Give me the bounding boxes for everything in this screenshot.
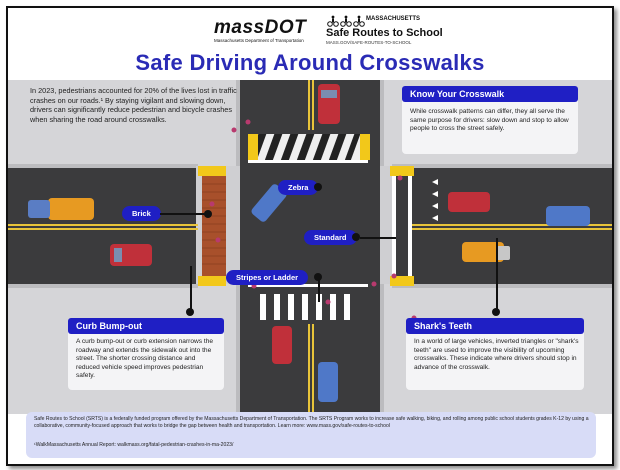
sharks-teeth-text: In a world of large vehicles, inverted triangles or "shark's teeth" are used to improve the visibility of upcoming crosswalks. These indicate where drivers should stop in advance of the crosswalk. — [414, 338, 579, 371]
sharks-teeth-title: Shark's Teeth — [406, 318, 584, 334]
infographic-frame — [6, 6, 614, 466]
footer-citation: ¹WalkMassachusetts Annual Report: walkmass.org/fatal-pedestrian-crashes-in-ma-2023/ — [34, 442, 234, 448]
massdot-logo-word: massDOT — [214, 17, 307, 38]
car-red-top — [318, 84, 340, 124]
label-standard: Standard — [304, 230, 357, 245]
connector-standard — [360, 237, 396, 239]
srts-url: MASS.GOV/SAFE-ROUTES-TO-SCHOOL — [326, 40, 412, 45]
dot-brick — [204, 210, 212, 218]
curb-bump-out-title: Curb Bump-out — [68, 318, 224, 334]
intro-text: In 2023, pedestrians accounted for 20% of the lives lost in traffic crashes on our roads.¹ By staying vigilant and slowing down, drivers can significantly reduce pedestrian and bicycle crashes when sharing the road around crosswalks. — [30, 86, 237, 124]
connector-brick — [160, 213, 206, 215]
dot-zebra — [314, 183, 322, 191]
massdot-logo — [214, 18, 324, 44]
srts-logo — [326, 14, 476, 48]
footer — [26, 412, 596, 458]
connector-stripes — [318, 280, 320, 302]
connector-sharks-teeth — [496, 238, 498, 310]
label-brick: Brick — [122, 206, 161, 221]
srts-name: Safe Routes to School — [326, 27, 443, 39]
label-zebra: Zebra — [278, 180, 318, 195]
massdot-logo-sub: Massachusetts Department of Transportation — [214, 38, 304, 43]
connector-curb — [190, 266, 192, 310]
page-title: Safe Driving Around Crosswalks — [135, 50, 485, 75]
cyclists-icon — [326, 15, 366, 27]
header — [8, 8, 612, 88]
know-your-crosswalk-panel — [402, 86, 578, 154]
sharks-teeth-panel — [406, 318, 584, 390]
curb-bump-out-panel — [68, 318, 224, 390]
know-your-crosswalk-text: While crosswalk patterns can differ, they all serve the same purpose for drivers: slow down and stop to allow people to cross the street safely. — [410, 108, 569, 133]
label-stripes-or-ladder: Stripes or Ladder — [226, 270, 308, 285]
dot-standard — [352, 233, 360, 241]
footer-program-text: Safe Routes to School (SRTS) is a federally funded program offered by the Massachusetts Department of Transportation. The SRTS Program works to increase safe walking, biking, and rolling among public school students grades K-12 by using a collaborative, community-focused approach that works to bridge the gap between health and transportation. Learn more: www.mass.gov/safe-routes-to-school — [34, 416, 589, 429]
curb-bump-out-text: A curb bump-out or curb extension narrows the roadway and extends the sidewalk out into the street. The shorter crossing distance and reduced vehicle speed improves pedestrian safety. — [76, 338, 214, 380]
srts-state-label: MASSACHUSETTS — [366, 16, 421, 22]
know-your-crosswalk-title: Know Your Crosswalk — [402, 86, 578, 102]
